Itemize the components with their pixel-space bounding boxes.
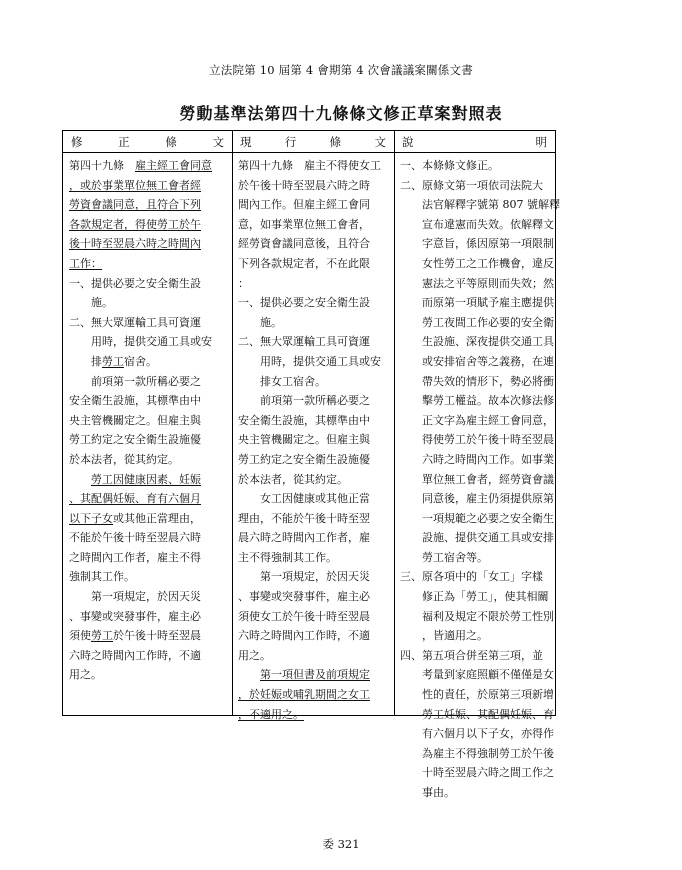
- text-line: [400, 509, 560, 529]
- text-segment: 考量到家庭照顧不僅僅是女: [400, 668, 554, 682]
- text-line: [400, 489, 560, 509]
- text-segment: 、事變或突發事件，雇主必: [238, 590, 370, 604]
- text-segment: 十時至翌晨六時之間工作之: [400, 766, 554, 780]
- amended-text: ，於妊娠或哺乳期間之女工: [238, 688, 370, 702]
- column-divider: [232, 131, 233, 715]
- amended-text: 以下子女: [69, 511, 113, 525]
- text-line: [400, 313, 560, 333]
- text-segment: 為雇主不得強制勞工於午後: [400, 746, 554, 760]
- text-line: [400, 293, 560, 313]
- text-segment: 勞工夜間工作必要的安全衛: [400, 315, 554, 329]
- header-char: 文: [212, 134, 224, 149]
- text-line: [238, 215, 381, 235]
- text-segment: 前項第一款所稱必要之: [238, 394, 370, 408]
- amended-text: 勞資會議同意，且符合下列: [69, 198, 201, 212]
- text-line: [69, 254, 212, 274]
- text-line: [400, 372, 560, 392]
- text-segment: 用時，提供交通工具或安: [69, 335, 212, 349]
- text-line: [400, 254, 560, 274]
- text-line: [238, 293, 381, 313]
- text-segment: 主不得強制其工作。: [238, 550, 337, 564]
- text-line: [238, 528, 381, 548]
- text-line: [69, 215, 212, 235]
- text-line: [238, 254, 381, 274]
- text-line: [400, 195, 560, 215]
- text-line: [69, 450, 212, 470]
- text-segment: 六時之時間內工作時，不適: [69, 648, 201, 662]
- text-line: [69, 156, 212, 176]
- text-segment: 或安排宿舍等之義務，在連: [400, 354, 554, 368]
- text-segment: 法官解釋字號第 807 號解釋: [400, 198, 560, 212]
- amended-text: 後十時至翌晨六時之時間內: [69, 237, 201, 251]
- text-line: [400, 430, 560, 450]
- text-line: [400, 763, 560, 783]
- text-segment: 須使女工於午後十時至翌晨: [238, 609, 370, 623]
- text-segment: 不能於午後十時至翌晨六時: [69, 531, 201, 545]
- text-segment: 之時間內工作者，雇主不得: [69, 550, 201, 564]
- text-line: [238, 587, 381, 607]
- text-segment: 三、原各項中的「女工」字樣: [400, 570, 543, 584]
- text-line: [238, 411, 381, 431]
- comparison-table: [62, 130, 560, 799]
- text-segment: 設施、提供交通工具或安排: [400, 531, 554, 545]
- text-segment: 排: [69, 354, 102, 368]
- text-segment: 安全衛生設施，其標準由中: [69, 394, 201, 408]
- text-segment: 一、本條條文修正。: [400, 159, 499, 172]
- text-segment: 晨六時之時間內工作者，雇: [238, 531, 370, 545]
- text-line: [238, 234, 381, 254]
- text-line: [400, 607, 560, 627]
- text-line: [238, 391, 381, 411]
- text-line: [69, 607, 212, 627]
- text-line: [238, 685, 381, 705]
- amended-text: 、其配偶妊娠、育有六個月: [69, 492, 201, 506]
- text-line: [69, 470, 212, 490]
- text-segment: 須使: [69, 629, 91, 643]
- text-line: [238, 665, 381, 685]
- text-line: [69, 665, 212, 685]
- text-line: [69, 587, 212, 607]
- text-line: [238, 352, 381, 372]
- text-line: [400, 685, 560, 705]
- document-title: 勞動基準法第四十九條條文修正草案對照表: [179, 104, 503, 123]
- text-segment: 意，如事業單位無工會者，: [238, 217, 370, 231]
- text-segment: 四、第五項合併至第三項，並: [400, 648, 543, 662]
- header-revised-text: [63, 131, 232, 152]
- text-segment: 用時，提供交通工具或安: [238, 354, 381, 368]
- header-current-text: [232, 131, 394, 152]
- text-segment: 勞工宿舍等。: [400, 550, 488, 564]
- text-line: [238, 430, 381, 450]
- revised-text-column: [69, 156, 212, 685]
- header-char: 修: [71, 134, 83, 149]
- text-line: [238, 607, 381, 627]
- text-segment: 得使勞工於午後十時至翌晨: [400, 433, 554, 447]
- text-segment: 正文字為雇主經工會同意，: [400, 413, 554, 427]
- text-segment: ，皆適用之。: [400, 629, 488, 643]
- text-line: [238, 450, 381, 470]
- text-line: [69, 352, 212, 372]
- text-line: [400, 352, 560, 372]
- amended-text: 第一項但書及前項規定: [260, 668, 370, 682]
- text-line: [400, 274, 560, 294]
- text-line: [69, 274, 212, 294]
- text-line: [69, 313, 212, 333]
- explanation-column: [400, 156, 560, 803]
- text-line: [69, 509, 212, 529]
- header-char: 行: [284, 134, 297, 149]
- text-segment: 間內工作。但雇主經工會同: [238, 198, 370, 212]
- text-segment: 於午後十時至翌晨六時之時: [238, 178, 370, 192]
- text-segment: 六時之時間內工作時，不適: [238, 629, 370, 643]
- amended-text: 各款規定者，得使勞工於午: [69, 217, 201, 231]
- text-segment: 第一項規定，於因天災: [238, 570, 370, 584]
- header-char: 條: [165, 134, 177, 149]
- text-segment: 二、無大眾運輸工具可資運: [238, 335, 370, 349]
- text-segment: 勞工約定之安全衛生設施優: [238, 452, 370, 466]
- column-divider: [394, 131, 395, 715]
- text-segment: 字意旨，係因原第一項限制: [400, 237, 554, 251]
- header-explanation: [394, 131, 555, 152]
- header-char: 文: [374, 134, 386, 149]
- text-line: [400, 646, 560, 666]
- text-segment: 強制其工作。: [69, 570, 135, 584]
- text-line: [238, 274, 381, 294]
- text-segment: 帶失效的情形下，勢必將衝: [400, 374, 554, 388]
- amended-text: 勞工: [102, 354, 124, 368]
- text-line: [400, 470, 560, 490]
- text-segment: 安全衛生設施，其標準由中: [238, 413, 370, 427]
- text-segment: 施。: [238, 315, 282, 329]
- text-segment: 有六個月以下子女，亦得作: [400, 727, 554, 741]
- text-line: [69, 567, 212, 587]
- text-segment: 而原第一項賦予雇主應提供: [400, 296, 554, 310]
- amended-text: ，不適用之。: [238, 707, 304, 721]
- text-line: [400, 548, 560, 568]
- text-line: [400, 705, 560, 725]
- text-segment: 一、提供必要之安全衛生設: [238, 296, 370, 310]
- text-segment: 單位無工會者，經勞資會議: [400, 472, 554, 486]
- text-segment: 經勞資會議同意後，且符合: [238, 237, 370, 251]
- text-line: [69, 411, 212, 431]
- text-line: [400, 450, 560, 470]
- text-line: [400, 234, 560, 254]
- text-segment: 擊勞工權益。故本次修法修: [400, 394, 554, 408]
- text-segment: 六時之時間內工作。如事業: [400, 452, 554, 466]
- text-segment: 女性勞工之工作機會，違反: [400, 256, 554, 270]
- text-segment: 宿舍。: [124, 354, 157, 368]
- text-line: [400, 724, 560, 744]
- text-segment: 二、無大眾運輸工具可資運: [69, 315, 201, 329]
- text-segment: 事由。: [400, 786, 455, 799]
- text-line: [238, 567, 381, 587]
- text-line: [400, 783, 560, 803]
- header-char: 明: [535, 134, 547, 149]
- header-row-divider: [63, 152, 555, 153]
- text-segment: 用之。: [69, 668, 102, 682]
- text-segment: 福利及規定不限於勞工性別: [400, 609, 554, 623]
- text-line: [238, 156, 381, 176]
- text-segment: 央主管機關定之。但雇主與: [238, 433, 370, 447]
- text-segment: 勞工妊娠、其配偶妊娠、育: [400, 707, 554, 721]
- text-segment: 於本法者，從其約定。: [238, 472, 348, 486]
- text-line: [400, 744, 560, 764]
- text-line: [400, 587, 560, 607]
- text-line: [400, 332, 560, 352]
- amended-text: 雇主經工會同意: [135, 159, 212, 172]
- text-segment: 生設施、深夜提供交通工具: [400, 335, 554, 349]
- header-char: 正: [118, 134, 130, 149]
- text-segment: 、事變或突發事件，雇主必: [69, 609, 201, 623]
- text-line: [400, 626, 560, 646]
- text-line: [238, 548, 381, 568]
- text-segment: 第四十九條: [69, 159, 135, 172]
- text-line: [238, 470, 381, 490]
- header-char: 說: [402, 134, 414, 149]
- text-line: [69, 646, 212, 666]
- text-segment: 前項第一款所稱必要之: [69, 374, 201, 388]
- amended-text: 勞工: [91, 629, 113, 643]
- header-char: 條: [329, 134, 342, 149]
- text-segment: 排女工宿舍。: [238, 374, 326, 388]
- text-segment: 央主管機關定之。但雇主與: [69, 413, 201, 427]
- text-segment: [238, 668, 260, 681]
- text-segment: 宣布違憲而失效。依解釋文: [400, 217, 554, 231]
- text-line: [400, 567, 560, 587]
- text-line: [238, 195, 381, 215]
- amended-text: 勞工因健康因素、妊娠: [91, 472, 201, 486]
- text-segment: [69, 473, 91, 486]
- text-line: [238, 705, 381, 725]
- text-line: [238, 332, 381, 352]
- text-line: [69, 528, 212, 548]
- text-segment: ：: [238, 276, 249, 290]
- text-line: [69, 332, 212, 352]
- header-char: 現: [240, 134, 252, 149]
- text-line: [238, 509, 381, 529]
- text-segment: 同意後，雇主仍須提供原第: [400, 492, 554, 506]
- text-line: [238, 626, 381, 646]
- text-line: [238, 176, 381, 196]
- text-line: [69, 391, 212, 411]
- text-segment: 第四十九條 雇主不得使女工: [238, 159, 381, 172]
- text-line: [69, 195, 212, 215]
- text-line: [69, 176, 212, 196]
- text-segment: 女工因健康或其他正當: [238, 492, 370, 506]
- text-segment: 一、提供必要之安全衛生設: [69, 276, 201, 290]
- page-number: 委 321: [322, 837, 360, 851]
- text-line: [69, 372, 212, 392]
- text-segment: 勞工約定之安全衛生設施優: [69, 433, 201, 447]
- document-header: 立法院第 10 屆第 4 會期第 4 次會議議案關係文書: [209, 63, 473, 77]
- text-line: [400, 528, 560, 548]
- text-line: [69, 234, 212, 254]
- text-segment: 性的責任，於原第三項新增: [400, 688, 554, 702]
- text-line: [69, 489, 212, 509]
- amended-text: ，或於事業單位無工會者經: [69, 178, 201, 192]
- text-line: [238, 313, 381, 333]
- text-segment: 於本法者，從其約定。: [69, 452, 179, 466]
- text-line: [69, 293, 212, 313]
- text-line: [238, 489, 381, 509]
- text-segment: 用之。: [238, 648, 271, 662]
- text-line: [69, 548, 212, 568]
- text-line: [238, 372, 381, 392]
- text-segment: 二、原條文第一項依司法院大: [400, 178, 543, 192]
- text-segment: 憲法之平等原則而失效；然: [400, 276, 554, 290]
- text-line: [400, 156, 560, 176]
- amended-text: 工作：: [69, 256, 102, 270]
- text-segment: 下列各款規定者，不在此限: [238, 256, 370, 270]
- text-line: [400, 215, 560, 235]
- text-line: [69, 626, 212, 646]
- text-line: [400, 391, 560, 411]
- text-segment: 施。: [69, 296, 113, 310]
- text-segment: 第一項規定，於因天災: [69, 590, 201, 604]
- text-line: [400, 176, 560, 196]
- text-line: [400, 411, 560, 431]
- current-text-column: [238, 156, 381, 724]
- text-line: [69, 430, 212, 450]
- text-segment: 修正為「勞工」，使其相關: [400, 590, 549, 604]
- text-segment: 理由，不能於午後十時至翌: [238, 511, 370, 525]
- text-segment: 於午後十時至翌晨: [113, 629, 201, 643]
- text-line: [400, 665, 560, 685]
- text-line: [238, 646, 381, 666]
- text-segment: 一項規範之必要之安全衛生: [400, 511, 554, 525]
- text-segment: 或其他正當理由，: [113, 511, 201, 525]
